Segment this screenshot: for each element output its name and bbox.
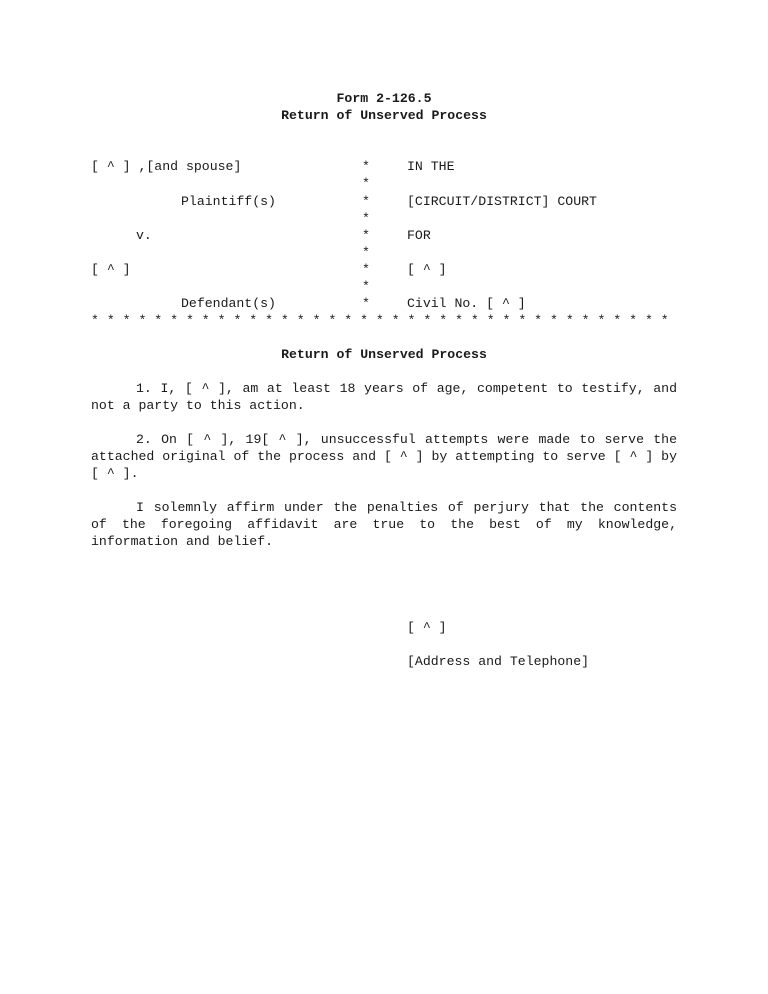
plaintiff-name: [ ^ ] ,[and spouse] [91, 159, 242, 174]
versus-label: v. [136, 228, 152, 243]
paragraph-2-text: 2. On [ ^ ], 19[ ^ ], unsuccessful attempts were made to serve the attached original of the process and [ ^ ] by attempting to serve [ ^ ] by [ ^ ]. [91, 432, 677, 481]
caption-separator-star: * [362, 262, 370, 277]
caption-separator-star: * [362, 176, 370, 191]
court-line-3: FOR [407, 228, 431, 243]
court-line-1: IN THE [407, 159, 455, 174]
defendant-label: Defendant(s) [181, 296, 276, 311]
civil-number: Civil No. [ ^ ] [407, 296, 526, 311]
caption-stars-divider: * * * * * * * * * * * * * * * * * * * * * * * * * * * * * * * * * * * * * [91, 313, 669, 328]
paragraph-1-text: 1. I, [ ^ ], am at least 18 years of age, competent to testify, and not a party to this action. [91, 381, 677, 413]
paragraph-1 [91, 380, 677, 414]
caption-separator-star: * [362, 194, 370, 209]
caption-separator-star: * [362, 159, 370, 174]
caption-separator-star: * [362, 279, 370, 294]
affirmation-text: I solemnly affirm under the penalties of perjury that the contents of the foregoing affidavit are true to the best of my knowledge, information and belief. [91, 500, 677, 549]
court-line-4: [ ^ ] [407, 262, 447, 277]
form-number: Form 2-126.5 [336, 91, 432, 106]
caption-separator-star: * [362, 296, 370, 311]
caption-separator-star: * [362, 211, 370, 226]
signature-address: [Address and Telephone] [407, 654, 590, 669]
signature-name: [ ^ ] [407, 620, 447, 635]
affirmation-paragraph [91, 499, 677, 550]
caption-separator-star: * [362, 245, 370, 260]
paragraph-2 [91, 431, 677, 482]
section-title: Return of Unserved Process [281, 347, 487, 362]
form-title: Return of Unserved Process [281, 108, 487, 123]
caption-separator-star: * [362, 228, 370, 243]
plaintiff-label: Plaintiff(s) [181, 194, 276, 209]
court-line-2: [CIRCUIT/DISTRICT] COURT [407, 194, 597, 209]
defendant-name: [ ^ ] [91, 262, 131, 277]
